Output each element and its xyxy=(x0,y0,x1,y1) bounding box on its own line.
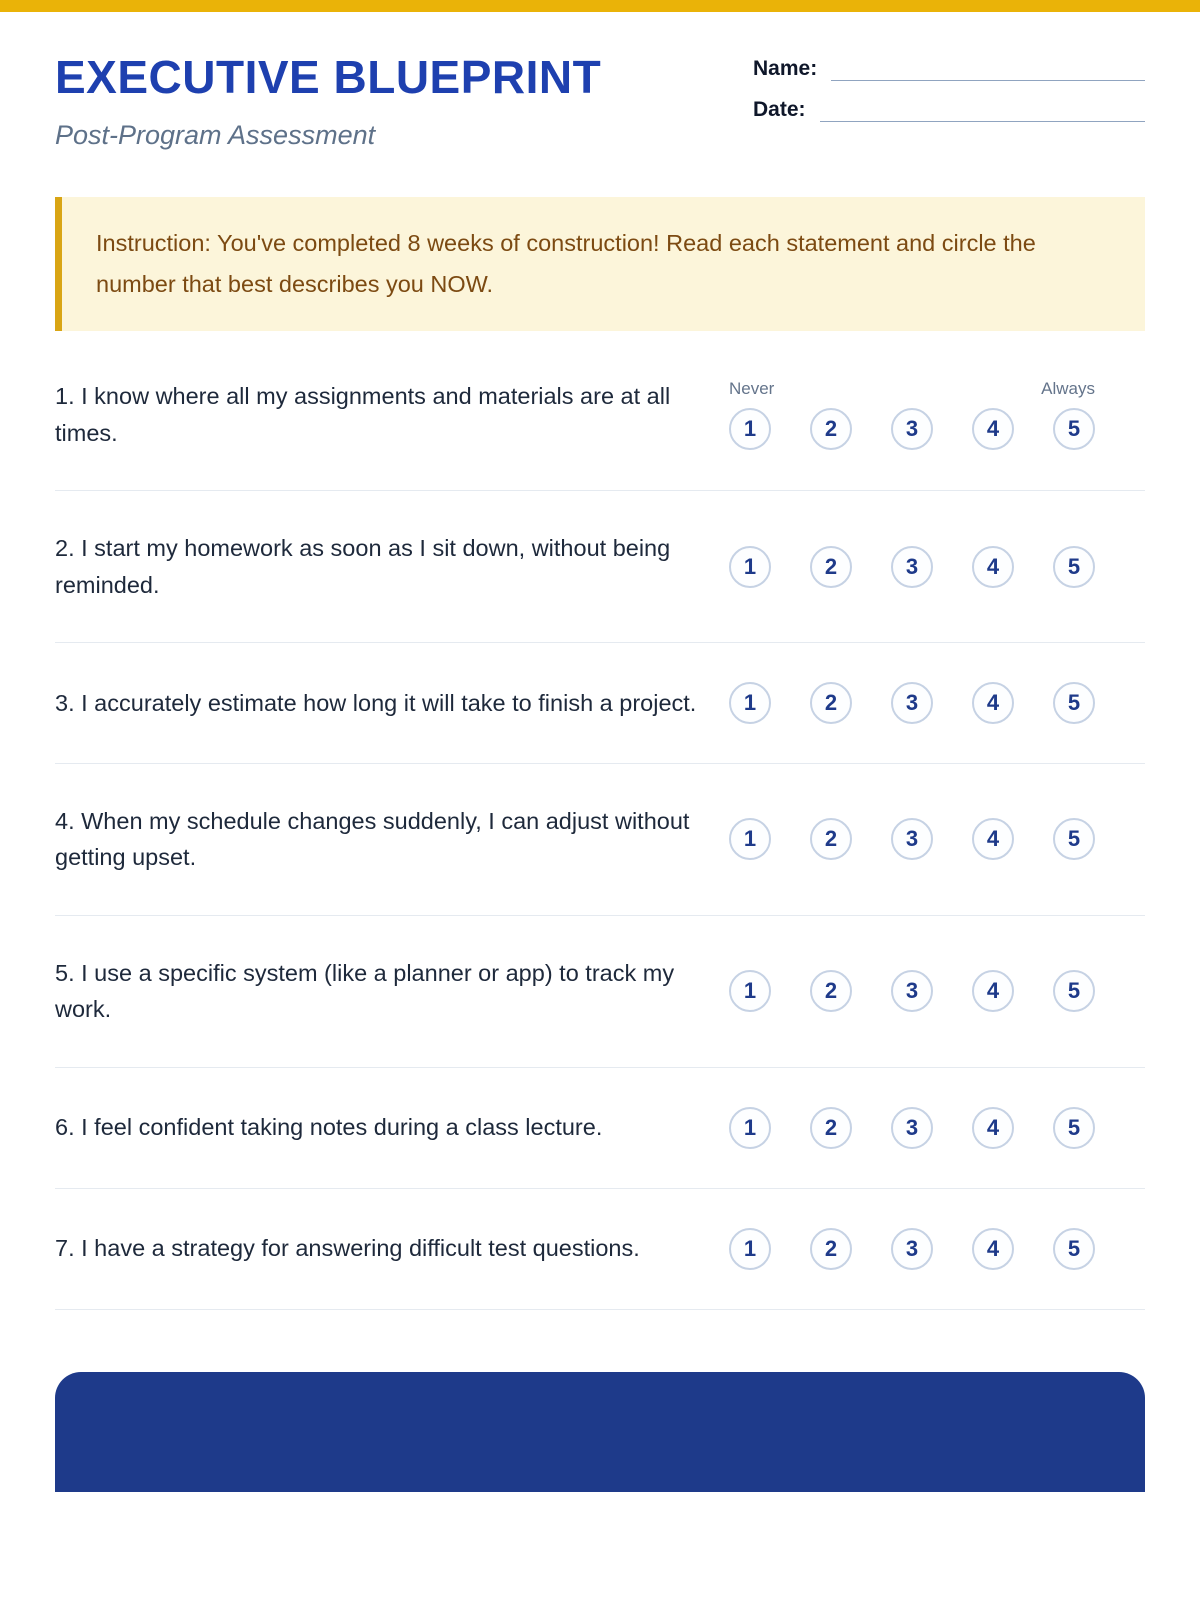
footer-panel xyxy=(55,1372,1145,1492)
rating-circle-4[interactable]: 4 xyxy=(972,682,1014,724)
rating-circle-3[interactable]: 3 xyxy=(891,1107,933,1149)
rating-circle-2[interactable]: 2 xyxy=(810,546,852,588)
rating-circles xyxy=(729,682,1095,724)
rating-circle-3[interactable]: 3 xyxy=(891,408,933,450)
header-title-block xyxy=(55,50,601,151)
rating-circle-4[interactable]: 4 xyxy=(972,1107,1014,1149)
rating-circle-1[interactable]: 1 xyxy=(729,1107,771,1149)
rating-circle-4[interactable]: 4 xyxy=(972,970,1014,1012)
question-text: 6. I feel confident taking notes during a class lecture. xyxy=(55,1114,603,1141)
question-text: 1. I know where all my assignments and materials are at all times. xyxy=(55,383,671,446)
rating-scale xyxy=(729,682,1095,724)
rating-circle-5[interactable]: 5 xyxy=(1053,408,1095,450)
rating-circle-3[interactable]: 3 xyxy=(891,818,933,860)
rating-circles xyxy=(729,970,1095,1012)
question-text: 4. When my schedule changes suddenly, I can adjust without getting upset. xyxy=(55,807,690,871)
rating-circle-4[interactable]: 4 xyxy=(972,818,1014,860)
rating-circle-4[interactable]: 4 xyxy=(972,546,1014,588)
header-fields xyxy=(753,50,1145,138)
question-row xyxy=(55,1189,1145,1310)
rating-circle-5[interactable]: 5 xyxy=(1053,1228,1095,1270)
rating-circle-3[interactable]: 3 xyxy=(891,682,933,724)
rating-circles xyxy=(729,818,1095,860)
rating-scale xyxy=(729,379,1095,450)
rating-scale xyxy=(729,1228,1095,1270)
scale-max-label: Always xyxy=(1041,379,1095,399)
scale-min-label: Never xyxy=(729,379,775,399)
page-subtitle: Post-Program Assessment xyxy=(55,120,376,150)
assessment-page xyxy=(0,50,1200,1492)
date-field-row xyxy=(753,97,1145,122)
rating-circle-1[interactable]: 1 xyxy=(729,546,771,588)
rating-circles xyxy=(729,546,1095,588)
rating-circle-1[interactable]: 1 xyxy=(729,1228,771,1270)
question-text: 7. I have a strategy for answering difficult test questions. xyxy=(55,1235,640,1262)
rating-circle-5[interactable]: 5 xyxy=(1053,818,1095,860)
scale-labels xyxy=(729,379,1095,399)
question-row xyxy=(55,1068,1145,1189)
rating-circle-3[interactable]: 3 xyxy=(891,970,933,1012)
question-row xyxy=(55,916,1145,1068)
rating-circle-1[interactable]: 1 xyxy=(729,408,771,450)
page-title: EXECUTIVE BLUEPRINT xyxy=(55,51,602,103)
rating-circle-3[interactable]: 3 xyxy=(891,1228,933,1270)
rating-circle-2[interactable]: 2 xyxy=(810,1107,852,1149)
rating-circle-1[interactable]: 1 xyxy=(729,682,771,724)
rating-circle-4[interactable]: 4 xyxy=(972,1228,1014,1270)
rating-scale xyxy=(729,818,1095,860)
rating-circles xyxy=(729,408,1095,450)
rating-scale xyxy=(729,1107,1095,1149)
rating-circle-1[interactable]: 1 xyxy=(729,970,771,1012)
rating-circle-4[interactable]: 4 xyxy=(972,408,1014,450)
name-label: Name: xyxy=(753,57,818,80)
rating-circle-1[interactable]: 1 xyxy=(729,818,771,860)
rating-circle-2[interactable]: 2 xyxy=(810,682,852,724)
date-label: Date: xyxy=(753,98,806,122)
rating-scale xyxy=(729,546,1095,588)
instruction-box xyxy=(55,197,1145,331)
rating-circles xyxy=(729,1107,1095,1149)
question-row xyxy=(55,643,1145,764)
rating-circle-2[interactable]: 2 xyxy=(810,818,852,860)
rating-circle-5[interactable]: 5 xyxy=(1053,682,1095,724)
rating-circle-3[interactable]: 3 xyxy=(891,546,933,588)
question-row xyxy=(55,339,1145,491)
question-text: 5. I use a specific system (like a planner or app) to track my work. xyxy=(55,959,675,1023)
rating-circle-2[interactable]: 2 xyxy=(810,1228,852,1270)
question-text: 3. I accurately estimate how long it will take to finish a project. xyxy=(55,689,697,716)
rating-circle-2[interactable]: 2 xyxy=(810,408,852,450)
header xyxy=(55,50,1145,151)
question-text: 2. I start my homework as soon as I sit down, without being reminded. xyxy=(55,535,671,598)
questions-list xyxy=(55,339,1145,1309)
rating-scale xyxy=(729,970,1095,1012)
rating-circle-5[interactable]: 5 xyxy=(1053,970,1095,1012)
name-input-line[interactable] xyxy=(831,57,1145,81)
rating-circles xyxy=(729,1228,1095,1270)
instruction-text: Instruction: You've completed 8 weeks of construction! Read each statement and circle the number that best describes you NOW. xyxy=(96,230,1036,298)
rating-circle-2[interactable]: 2 xyxy=(810,970,852,1012)
question-row xyxy=(55,764,1145,916)
question-row xyxy=(55,491,1145,643)
name-field-row xyxy=(753,56,1145,81)
rating-circle-5[interactable]: 5 xyxy=(1053,546,1095,588)
top-accent-bar xyxy=(0,0,1200,12)
rating-circle-5[interactable]: 5 xyxy=(1053,1107,1095,1149)
date-input-line[interactable] xyxy=(820,98,1145,122)
